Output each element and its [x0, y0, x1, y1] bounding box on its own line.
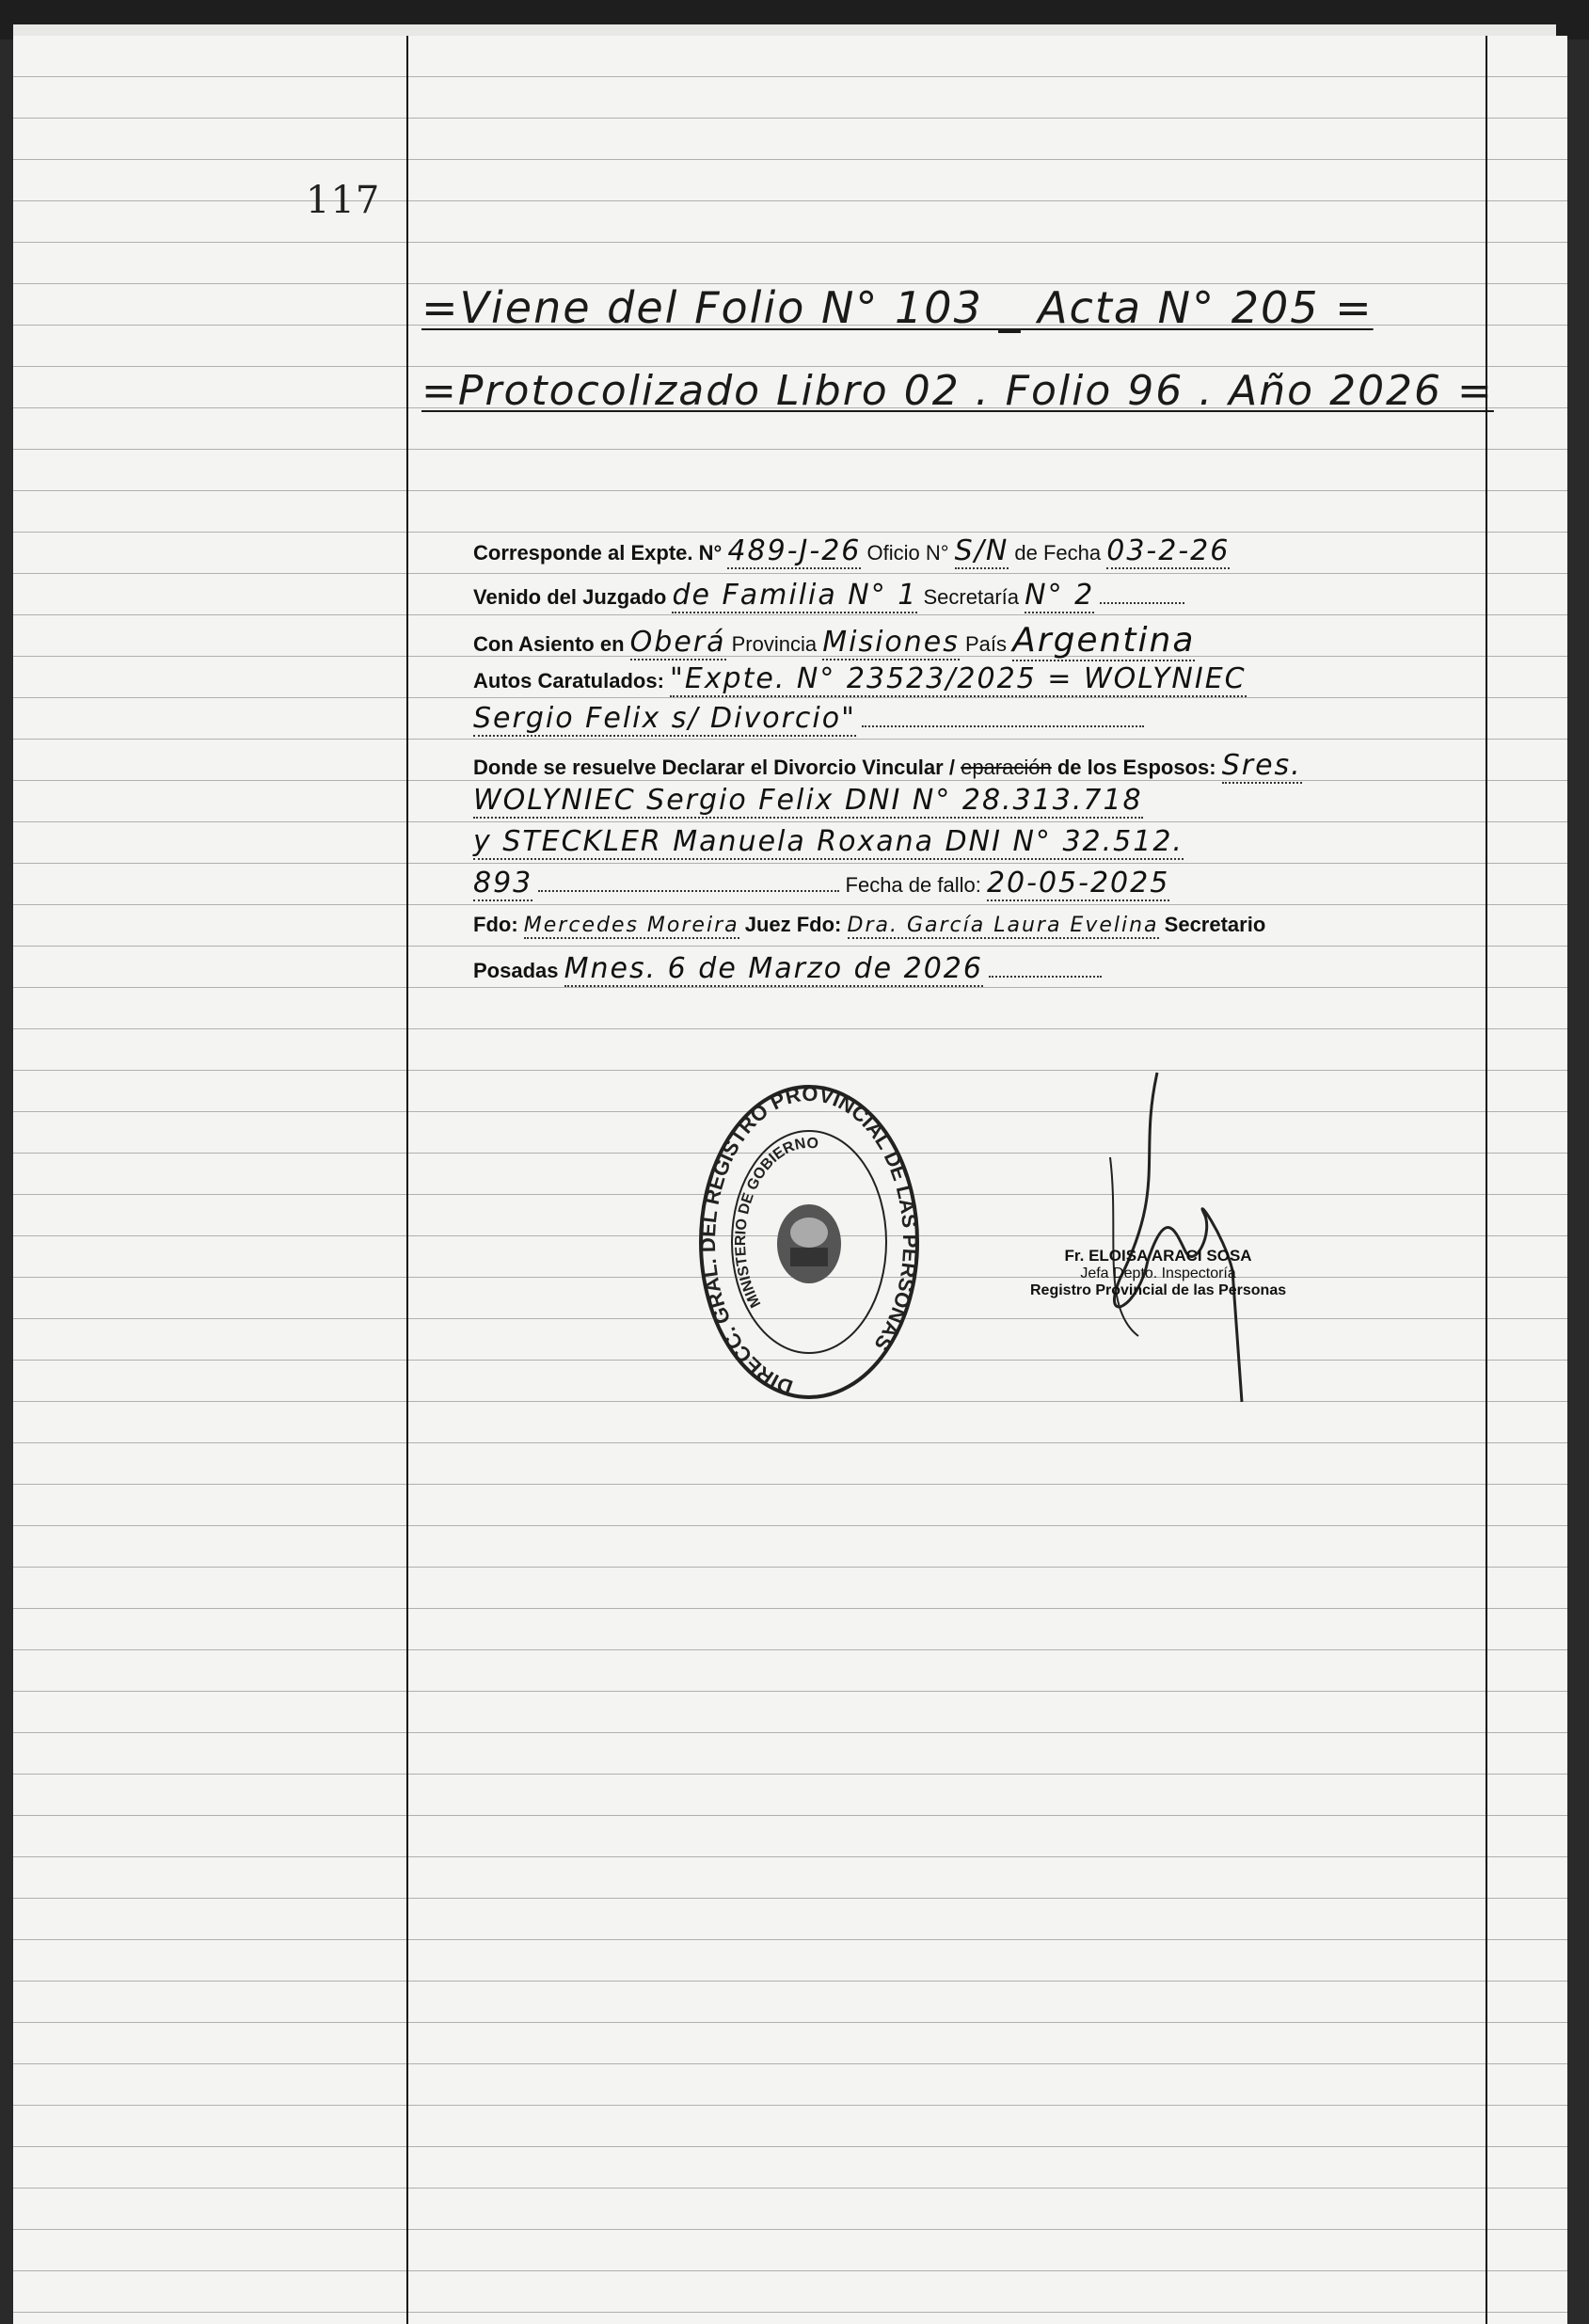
- form-row-posadas: [473, 952, 1102, 985]
- posadas-value: Mnes. 6 de Marzo de 2026: [564, 952, 983, 985]
- fallo-label: Fecha de fallo:: [845, 873, 981, 897]
- venido-label: Venido del Juzgado: [473, 585, 667, 609]
- expte-value: 489-J-26: [727, 534, 862, 567]
- handwritten-signature: [1082, 1044, 1270, 1421]
- fdo-label: Fdo:: [473, 913, 518, 936]
- juzgado-value: de Familia N° 1: [672, 579, 918, 612]
- signatory-title: Jefa Depto. Inspectoría: [1080, 1265, 1236, 1281]
- form-row-corresponde: [473, 534, 1230, 567]
- esposos-value-3: y STECKLER Manuela Roxana DNI N° 32.512.: [473, 825, 1184, 858]
- dotted-fill: [538, 890, 839, 892]
- esposos-label: de los Esposos:: [1057, 756, 1216, 779]
- header-line-viene: =Viene del Folio N° 103 _ Acta N° 205 =: [421, 282, 1374, 333]
- pais-value: Argentina: [1012, 621, 1196, 660]
- form-row-esposos-2: [473, 784, 1143, 817]
- secretaria-label: Secretaría: [923, 585, 1019, 609]
- form-row-asiento: [473, 621, 1195, 660]
- fecha-label: de Fecha: [1014, 541, 1102, 565]
- fallo-value: 20-05-2025: [986, 867, 1170, 899]
- form-row-autos: [473, 662, 1247, 695]
- esposos-value-2: WOLYNIEC Sergio Felix DNI N° 28.313.718: [473, 784, 1143, 817]
- book-top-edge: [0, 0, 1589, 40]
- form-row-juzgado: [473, 579, 1184, 612]
- corresponde-label: Corresponde al Expte. N°: [473, 541, 723, 565]
- fdo-juez-value: Mercedes Moreira: [523, 914, 739, 937]
- autos-value-2: Sergio Felix s/ Divorcio": [473, 702, 856, 735]
- signature-prefix: Fr.: [1064, 1247, 1085, 1265]
- header-line-protocolizado: =Protocolizado Libro 02 . Folio 96 . Año 2026 =: [421, 367, 1494, 415]
- asiento-value: Oberá: [629, 626, 726, 659]
- autos-label: Autos Caratulados:: [473, 669, 664, 692]
- signature-block: [1030, 1247, 1286, 1299]
- dotted-fill: [862, 725, 1144, 727]
- oficio-label: Oficio N°: [866, 541, 949, 565]
- stamp-outer-text: DIRECC. GRAL. DEL REGISTRO PROVINCIAL DE LAS PERSONAS: [696, 1082, 922, 1400]
- esposos-value-4: 893: [473, 867, 533, 899]
- pais-label: País: [965, 632, 1008, 656]
- secretaria-value: N° 2: [1025, 579, 1095, 612]
- form-row-autos-2: [473, 702, 1144, 735]
- dotted-fill: [989, 976, 1102, 978]
- form-row-esposos-3: [473, 825, 1184, 858]
- donde-label: Donde se resuelve Declarar el Divorcio Vincular /: [473, 756, 955, 779]
- autos-value-1: "Expte. N° 23523/2025 = WOLYNIEC: [670, 662, 1247, 695]
- separacion-label: eparación: [961, 756, 1052, 779]
- official-seal-stamp: [696, 1082, 922, 1402]
- coat-of-arms-icon: [777, 1204, 841, 1283]
- form-row-fallo: [473, 867, 1169, 899]
- dotted-fill: [1100, 602, 1184, 604]
- provincia-value: Misiones: [822, 626, 960, 659]
- fecha-value: 03-2-26: [1106, 534, 1231, 567]
- esposos-value-1: Sres.: [1221, 749, 1302, 782]
- signatory-name: ELOISA ARACI SOSA: [1088, 1247, 1252, 1265]
- form-row-fdo: [473, 913, 1265, 937]
- juez-label: Juez Fdo:: [744, 913, 842, 936]
- left-margin-line: [406, 36, 408, 2324]
- posadas-label: Posadas: [473, 959, 559, 982]
- oficio-value: S/N: [954, 534, 1009, 567]
- folio-number: 117: [306, 179, 381, 222]
- asiento-label: Con Asiento en: [473, 632, 625, 656]
- provincia-label: Provincia: [731, 632, 818, 656]
- secretario-label: Secretario: [1164, 913, 1266, 936]
- fdo-secretario-value: Dra. García Laura Evelina: [847, 914, 1159, 937]
- form-row-donde: [473, 749, 1302, 782]
- stamp-inner-text: MINISTERIO DE GOBIERNO: [732, 1135, 819, 1311]
- signatory-office: Registro Provincial de las Personas: [1030, 1282, 1287, 1298]
